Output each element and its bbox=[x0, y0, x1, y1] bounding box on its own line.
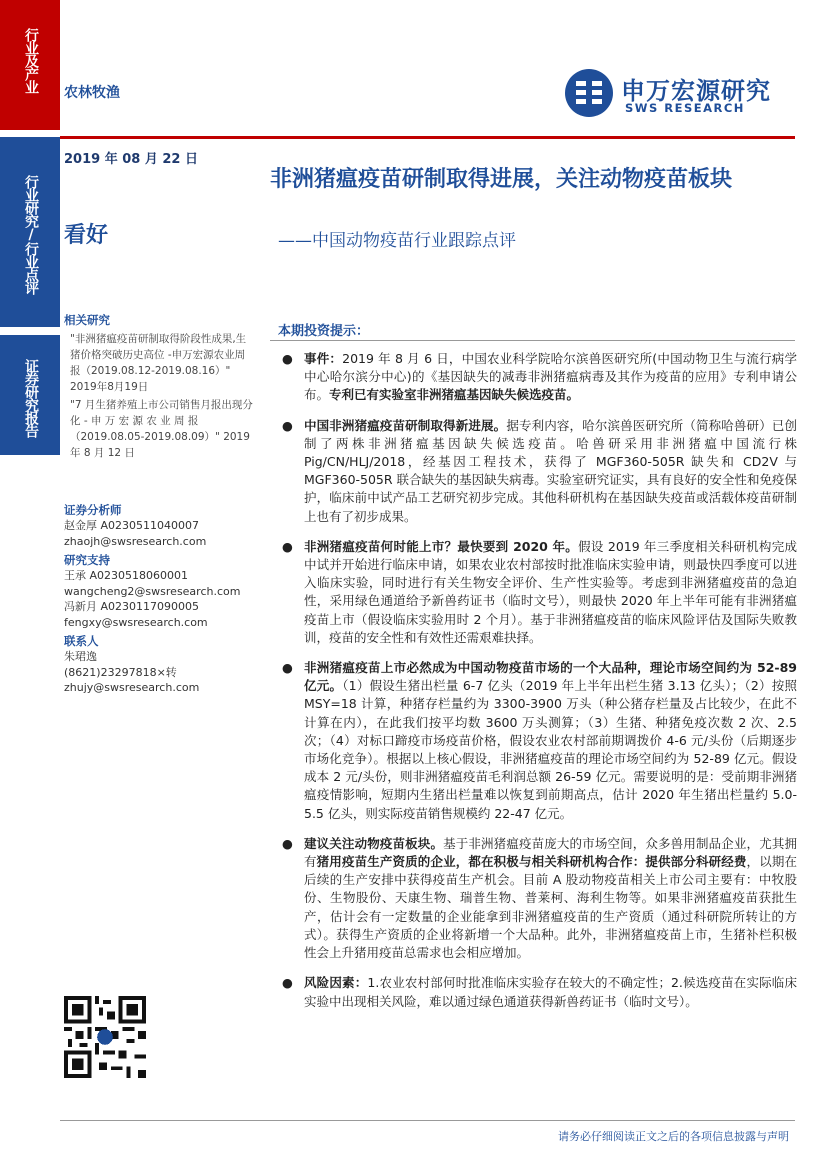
support-email[interactable]: wangcheng2@swsresearch.com bbox=[64, 584, 241, 598]
related-research-heading bbox=[64, 312, 259, 329]
bullet-item bbox=[282, 417, 797, 526]
bullet-text: ，以期在后续的生产安排中获得疫苗生产机会。目前 A 股动物疫苗相关上市公司主要有：中牧股份、生物股份、天康生物、瑞普生物、普莱柯、海利生物等。如果非洲猪瘟疫苗获批生产，估计会有一定数量的企业能拿到非洲猪瘟疫苗的生产资质（通过科研院所转让的方式）。获得生产资质的企业将新增一个大品种。此外，非洲猪瘟疫苗上市，生猪补栏积极性会上升猪用疫苗总需求也会相应增加。 bbox=[304, 854, 797, 961]
rating: 看好 bbox=[64, 223, 109, 248]
bullet-lead: 非洲猪瘟疫苗上市必然成为中国动物疫苗市场的一个大品种，理论市场空间约为 52-89 亿元。 bbox=[304, 660, 797, 694]
related-heading-text: 相关研究 bbox=[64, 313, 110, 327]
side-tab-industry-label: 行业及产业 bbox=[23, 28, 39, 93]
bullet-item bbox=[282, 350, 797, 405]
bullet-text: 1.农业农村部何时批准临床实验存在较大的不确定性；2.候选疫苗在实际临床实验中出现相关风险，难以通过绿色通道获得新兽药证书（临时文号）。 bbox=[304, 975, 797, 1009]
bullet-text: 基于非洲猪瘟疫苗庞大的市场空间，众多兽用制品企业，尤其拥有 bbox=[304, 835, 797, 870]
bullet-item bbox=[282, 974, 797, 1010]
contact-line: 朱珺逸 bbox=[64, 650, 97, 663]
bullet-list bbox=[282, 350, 797, 1023]
bullet-lead: 事件： bbox=[304, 351, 343, 366]
bullet-lead: 非洲猪瘟疫苗何时能上市？最快要到 2020 年。 bbox=[304, 538, 579, 554]
header-divider bbox=[60, 136, 795, 139]
report-title: 非洲猪瘟疫苗研制取得进展，关注动物疫苗板块 bbox=[270, 167, 733, 192]
bullet-text: 假设 2019 年三季度相关科研机构完成中试并开始进行临床申请，如果农业农村部按时批准临床实验申请，则最快四季度可以进入临床实验，同时进行有关生物安全评价、生产性实验等。考虑到非洲猪瘟疫苗的急迫性，采用绿色通道给予新兽药证书（临时文号），则最快 2020 年上半年可能有非洲猪瘟疫苗上市（假设临床实验用时 2 个月）。基于非洲猪瘟疫苗的临床风险评估及国际失败教训，疫苗的安全性和有效性还需艰难抉择。 bbox=[304, 538, 797, 645]
support-heading: 研究支持 bbox=[64, 553, 110, 567]
footer-disclaimer[interactable]: 请务必仔细阅读正文之后的各项信息披露与声明 bbox=[558, 1130, 789, 1143]
footer-divider bbox=[60, 1120, 795, 1121]
side-tab-industry bbox=[0, 0, 60, 130]
support-email[interactable]: fengxy@swsresearch.com bbox=[64, 615, 208, 629]
qr-code-icon[interactable] bbox=[64, 996, 146, 1078]
tips-divider bbox=[270, 340, 795, 341]
logo-text-en: SWS RESEARCH bbox=[625, 101, 745, 115]
analyst-block bbox=[64, 502, 259, 696]
bullet-item bbox=[282, 659, 797, 823]
company-logo bbox=[563, 67, 783, 121]
bullet-text: 2019 年 8 月 6 日，中国农业科学院哈尔滨兽医研究所(中国动物卫生与流行病学中心哈尔滨分中心)的《基因缺失的减毒非洲猪瘟病毒及其作为疫苗的应用》专利申请公布。 bbox=[304, 351, 797, 403]
bullet-dot-icon: ● bbox=[282, 417, 293, 433]
bullet-dot-icon: ● bbox=[282, 351, 293, 366]
support-line: 王承 A0230518060001 bbox=[64, 569, 189, 582]
bullet-item bbox=[282, 835, 797, 962]
analyst-heading: 证券分析师 bbox=[64, 503, 122, 517]
side-tab-research-type bbox=[0, 137, 60, 327]
related-research-list bbox=[64, 331, 254, 463]
bullet-lead: 建议关注动物疫苗板块。 bbox=[304, 835, 444, 851]
side-tab-research-type-label: 行业研究/行业点评 bbox=[23, 175, 39, 294]
bullet-text: 据专利内容，哈尔滨兽医研究所（简称哈兽研）已创制了两株非洲猪瘟基因缺失候选疫苗。哈兽研采用非洲猪瘟中国流行株 Pig/CN/HLJ/2018，经基因工程技术，获得了 MGF360-505R 缺失和 CD2V 与 MGF360-505R 联合缺失的基因缺失病毒。实验室研究证实，具有良好的安全性和免疫保护，临床前中试产品工艺研究初步完成。其他科研机构在基因缺失疫苗或活载体疫苗研制上也有了初步成果。 bbox=[304, 417, 797, 524]
bullet-dot-icon: ● bbox=[282, 660, 293, 676]
bullet-item bbox=[282, 538, 797, 647]
support-line: 冯新月 A0230117090005 bbox=[64, 600, 200, 613]
related-item[interactable]: "7 月生猪养殖上市公司销售月报出现分化 - 申 万 宏 源 农 业 周 报（2019.08.05-2019.08.09）" 2019 年 8 月 12 日 bbox=[70, 399, 253, 459]
bullet-dot-icon: ● bbox=[282, 538, 293, 554]
industry-label: 农林牧渔 bbox=[64, 85, 120, 101]
contact-email[interactable]: zhujy@swsresearch.com bbox=[64, 681, 200, 694]
bullet-dot-icon: ● bbox=[282, 835, 293, 851]
bullet-text: （1）假设生猪出栏量 6-7 亿头（2019 年上半年出栏生猪 3.13 亿头）；（2）按照 MSY=18 计算，种猪存栏量约为 3300-3900 万头（种公猪存栏量及占比较少，在此不计算在内），在此我们按平均数 3600 万头测算；（3）生猪、种猪免疫次数 2 次、2.5 次；（4）对标口蹄疫市场疫苗价格，假设农业农村部前期调拨价 4-6 元/头份（后期逐步市场化竞争）。根据以上核心假设，非洲猪瘟疫苗的理论市场空间约为 52-89 亿元。假设成本 2 元/头份，则非洲猪瘟疫苗毛利润总额 26-59 亿元。需要说明的是：受前期非洲猪瘟疫情影响，短期内生猪出栏量难以恢复到前期高点，估计 2020 年生猪出栏量约 5.0-5.5 亿头，则实际疫苗销售规模约 22-47 亿元。 bbox=[304, 678, 797, 821]
report-date: 2019 年 08 月 22 日 bbox=[64, 152, 198, 167]
contact-heading: 联系人 bbox=[64, 634, 99, 648]
report-subtitle: ——中国动物疫苗行业跟踪点评 bbox=[278, 231, 516, 251]
bullet-dot-icon: ● bbox=[282, 975, 293, 991]
analyst-line: 赵金厚 A0230511040007 bbox=[64, 519, 200, 532]
analyst-email[interactable]: zhaojh@swsresearch.com bbox=[64, 534, 207, 548]
bullet-tail: 猪用疫苗生产资质的企业，都在积极与相关科研机构合作：提供部分科研经费 bbox=[316, 854, 747, 870]
bullet-lead: 中国非洲猪瘟疫苗研制取得新进展。 bbox=[304, 417, 507, 433]
bullet-lead: 风险因素： bbox=[304, 975, 368, 991]
bullet-tail: 专利已有实验室非洲猪瘟基因缺失候选疫苗。 bbox=[329, 387, 580, 403]
logo-mark-icon bbox=[563, 67, 615, 119]
side-tab-report bbox=[0, 335, 60, 455]
logo-text-cn: 申万宏源研究 bbox=[621, 77, 771, 105]
tips-heading: 本期投资提示： bbox=[278, 324, 370, 339]
contact-phone: (8621)23297818×转 bbox=[64, 665, 177, 679]
side-tab-report-label: 证券研究报告 bbox=[23, 359, 39, 437]
related-item[interactable]: "非洲猪瘟疫苗研制取得阶段性成果,生猪价格突破历史高位 -申万宏源农业周报（2019.08.12-2019.08.16）" 2019年8月19日 bbox=[70, 333, 247, 393]
